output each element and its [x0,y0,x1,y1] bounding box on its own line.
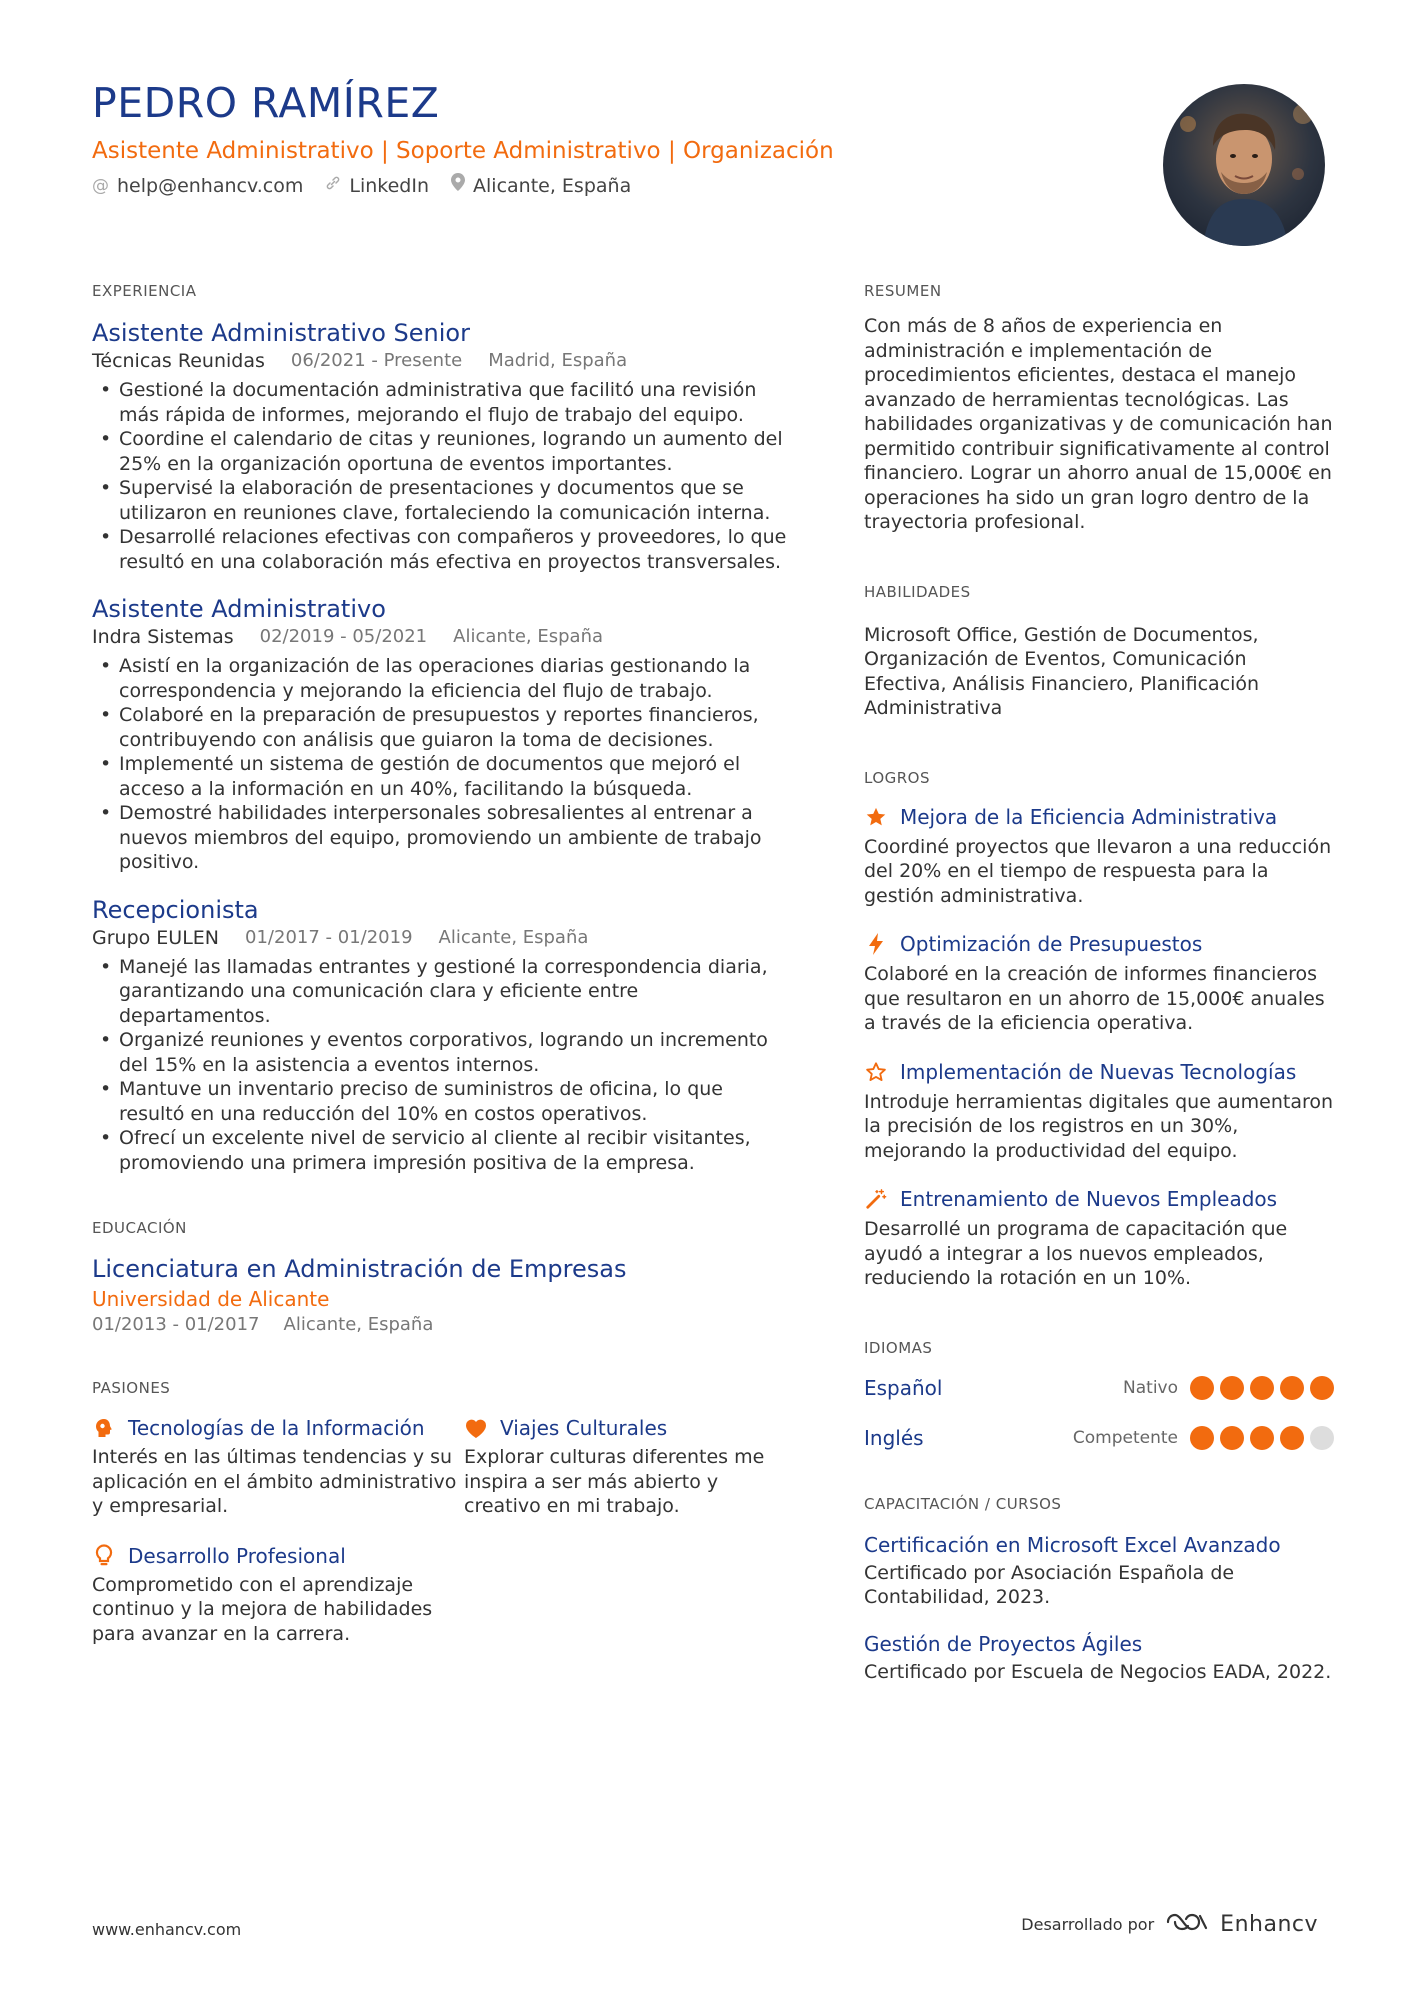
rating-dot-filled [1250,1426,1274,1450]
location-text: Alicante, España [473,175,632,197]
passion-item [464,1415,784,1519]
achievement-title: Entrenamiento de Nuevos Empleados [900,1187,1278,1211]
rating-dot-filled [1250,1376,1274,1400]
edu-location: Alicante, España [283,1314,434,1335]
bullet-item: • Demostré habilidades interpersonales sobresalientes al entrenar a nuevos miembros del equipo, promoviendo un ambiente de trabajo positivo. [92,801,792,875]
achievement-head [864,803,1334,831]
job-date: 06/2021 - Presente [290,350,463,371]
edu-meta [92,1313,792,1337]
achievement-item [864,803,1334,909]
brand-name: Enhancv [1220,1911,1318,1937]
footer-branding [1021,1910,1318,1938]
passion-title: Desarrollo Profesional [128,1543,346,1568]
location-pin-icon [451,172,465,200]
passion-head [92,1543,464,1569]
job-meta [92,348,792,374]
star-outline-icon [864,1060,888,1084]
achievement-desc: Introduje herramientas digitales que aumentaron la precisión de los registros en un 30%, mejorando la productividad del equipo. [864,1090,1334,1162]
job-title: Recepcionista [92,895,259,924]
achievement-title: Optimización de Presupuestos [900,932,1203,956]
achievement-head [864,1058,1334,1086]
passion-desc: Explorar culturas diferentes me inspira a ser más abierto y creativo en mi trabajo. [464,1446,765,1517]
passion-title: Viajes Culturales [500,1416,668,1440]
passion-desc: Interés en las últimas tendencias y su aplicación en el ámbito administrativo y empresarial. [92,1446,457,1517]
course-title: Gestión de Proyectos Ágiles [864,1631,1143,1656]
at-icon: @ [92,176,109,196]
summary-text: Con más de 8 años de experiencia en administración e implementación de procedimientos eficientes, destaca el manejo avanzado de herramientas tecnológicas. Las habilidades organizativas y de comunicación han permitido contribuir significativamente al control financiero. Lograr un ahorro anual de 15,000€ en operaciones ha sido un gran logro dentro de la trayectoria profesional. [864,315,1333,533]
language-row [864,1423,1334,1453]
bullet-item: • Organizé reuniones y eventos corporativos, logrando un incremento del 15% en la asistencia a eventos internos. [92,1028,792,1077]
edu-degree: Licenciatura en Administración de Empresas [92,1255,627,1283]
rating-dot-filled [1190,1376,1214,1400]
achievements-section-title: LOGROS [864,768,931,787]
passion-head [92,1415,464,1441]
skills-text: Microsoft Office, Gestión de Documentos, Organización de Eventos, Comunicación Efectiva, Análisis Financiero, Planificación Administrativa [864,623,1260,719]
job-location: Alicante, España [453,626,604,647]
course-title: Certificación en Microsoft Excel Avanzado [864,1532,1281,1557]
contact-email[interactable] [92,172,303,200]
rating-dot-filled [1190,1426,1214,1450]
job-date: 02/2019 - 05/2021 [259,626,428,647]
achievement-desc: Coordiné proyectos que llevaron a una reducción del 20% en el tiempo de respuesta para la gestión administrativa. [864,835,1332,907]
bullet-item: • Coordine el calendario de citas y reuniones, logrando un aumento del 25% en la organización oportuna de eventos importantes. [92,427,792,476]
course-item [864,1531,1334,1610]
edu-school: Universidad de Alicante [92,1287,330,1311]
right-column [864,280,1334,1684]
job-company: Indra Sistemas [92,626,234,648]
passions-grid [92,1415,792,1646]
footer-website[interactable]: www.enhancv.com [92,1920,242,1939]
job-title: Asistente Administrativo [92,595,386,623]
job-entry [92,594,792,875]
bullet-item: • Colaboré en la preparación de presupuestos y reportes financieros, contribuyendo con análisis que guiaron la toma de decisiones. [92,703,792,752]
powered-by-text: Desarrollado por [1021,1914,1155,1934]
job-bullets [92,378,792,574]
language-row [864,1373,1334,1403]
job-location: Madrid, España [488,350,628,371]
bullet-item: • Gestioné la documentación administrativa que facilitó una revisión más rápida de informes, mejorando el flujo de trabajo del equipo. [92,378,792,427]
language-rating [1190,1426,1334,1450]
passions-section-title: PASIONES [92,1379,171,1397]
job-meta [92,624,792,650]
avatar [1163,84,1325,246]
bullet-item: • Supervisé la elaboración de presentaciones y documentos que se utilizaron en reuniones clave, fortaleciendo la comunicación interna. [92,476,792,525]
bullet-item: • Manejé las llamadas entrantes y gestioné la correspondencia diaria, garantizando una comunicación clara y eficiente entre departamentos. [92,955,792,1029]
summary-section-title: RESUMEN [864,282,942,300]
achievement-head [864,1185,1334,1213]
rating-dot-filled [1220,1426,1244,1450]
achievement-item [864,1185,1334,1291]
rating-dot-filled [1280,1376,1304,1400]
rating-dot-filled [1310,1376,1334,1400]
achievement-item [864,1058,1334,1164]
contact-linkedin[interactable] [325,172,429,200]
bullet-item: • Mantuve un inventario preciso de suministros de oficina, lo que resultó en una reducción del 10% en costos operativos. [92,1077,792,1126]
education-section-title: EDUCACIÓN [92,1219,187,1237]
language-level: Competente [1072,1427,1178,1448]
passion-item [92,1415,464,1519]
magic-wand-icon [864,1187,888,1211]
job-title: Asistente Administrativo Senior [92,319,470,347]
header [92,78,1132,200]
course-desc: Certificado por Asociación Española de Contabilidad, 2023. [864,1561,1235,1608]
brain-icon [92,1415,116,1441]
languages-section-title: IDIOMAS [864,1338,933,1357]
lightbulb-icon [92,1543,116,1569]
job-location: Alicante, España [438,926,589,948]
achievement-desc: Colaboré en la creación de informes financieros que resultaron en un ahorro de 15,000€ anuales a través de la eficiencia operativa. [864,963,1325,1034]
contact-bar [92,172,1132,200]
achievement-title: Mejora de la Eficiencia Administrativa [900,804,1278,829]
heart-icon [464,1415,488,1441]
job-date: 01/2017 - 01/2019 [245,926,413,948]
achievement-head [864,930,1334,958]
job-bullets [92,955,792,1176]
bullet-item: • Desarrollé relaciones efectivas con compañeros y proveedores, lo que resultó en una colaboración más efectiva en proyectos transversales. [92,525,792,574]
achievement-title: Implementación de Nuevas Tecnologías [900,1059,1297,1084]
course-desc: Certificado por Escuela de Negocios EADA, 2022. [864,1660,1332,1683]
passion-title: Tecnologías de la Información [128,1416,425,1440]
bullet-item: • Ofrecí un excelente nivel de servicio al cliente al recibir visitantes, promoviendo una primera impresión positiva de la empresa. [92,1126,792,1175]
left-column [92,280,792,1646]
language-level: Nativo [1123,1377,1178,1398]
job-company: Grupo EULEN [92,926,220,949]
passion-item [92,1543,464,1647]
candidate-name: PEDRO RAMÍREZ [92,79,440,127]
courses-section-title: CAPACITACIÓN / CURSOS [864,1494,1062,1513]
rating-dot-empty [1310,1426,1334,1450]
bullet-item: • Asistí en la organización de las operaciones diarias gestionando la correspondencia y mejorando la eficiencia del flujo de trabajo. [92,654,792,703]
enhancv-logo-icon [1164,1910,1210,1938]
linkedin-text: LinkedIn [349,175,430,197]
skills-section-title: HABILIDADES [864,582,971,601]
lightning-icon [864,932,888,956]
passion-head [464,1415,784,1441]
experience-section-title: EXPERIENCIA [92,282,197,300]
rating-dot-filled [1280,1426,1304,1450]
email-text: help@enhancv.com [117,175,304,197]
job-bullets [92,654,792,875]
job-meta [92,925,792,951]
job-entry [92,895,792,1176]
job-company: Técnicas Reunidas [92,350,265,372]
bullet-item: • Implementé un sistema de gestión de documentos que mejoró el acceso a la información en un 40%, facilitando la búsqueda. [92,752,792,801]
language-rating [1190,1376,1334,1400]
star-filled-icon [864,805,888,829]
contact-location [451,172,631,200]
achievement-item [864,930,1334,1036]
rating-dot-filled [1220,1376,1244,1400]
education-entry [92,1253,792,1337]
language-name: Inglés [864,1425,924,1450]
achievement-desc: Desarrollé un programa de capacitación que ayudó a integrar a los nuevos empleados, reduciendo la rotación en un 10%. [864,1218,1288,1289]
edu-date: 01/2013 - 01/2017 [92,1314,260,1335]
course-item [864,1630,1334,1685]
job-entry [92,318,792,574]
language-name: Español [864,1375,943,1400]
headline: Asistente Administrativo | Soporte Administrativo | Organización [92,138,834,164]
link-icon [325,172,341,200]
passion-desc: Comprometido con el aprendizaje continuo y la mejora de habilidades para avanzar en la carrera. [92,1573,433,1645]
